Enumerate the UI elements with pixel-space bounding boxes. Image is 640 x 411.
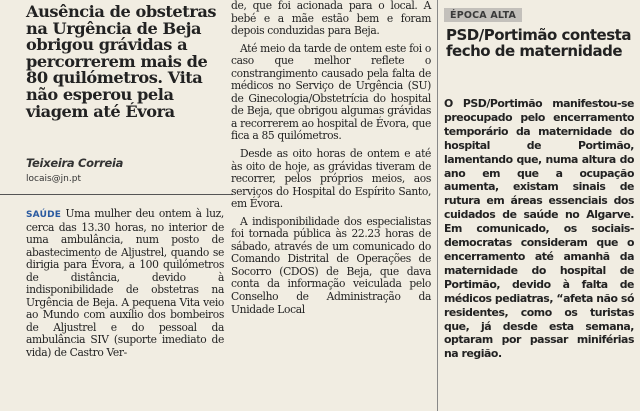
lead-paragraph-text: Uma mulher deu ontem à luz, cerca das 13.30 horas, no interior de uma ambulância, num posto de abastecimento de Aljustrel, quando se dirigia para Évora, a 100 quilómetros de distância, devido à indisponibilidade de obstetras na Urgência de Beja. A pequena Vita veio ao Mundo com auxílio dos bombeiros de Aljustrel e do pessoal da ambulância SIV (suporte imediato de vida) de Castro Ver- bbox=[26, 207, 224, 360]
author-email: locais@jn.pt bbox=[26, 174, 81, 184]
paragraph-2: Até meio da tarde de ontem este foi o caso que melhor reflete o constrangimento causado pela falta de médicos no Serviço de Urgência (SU) de Ginecologia/Obstetrícia do hospital de Beja, que obrigou algumas grávidas a recorrerem ao hospital de Évora, que fica a 85 quilómetros. bbox=[231, 41, 431, 143]
article-headline: Ausência de obstetras na Urgência de Beja obrigou grávidas a percorrerem mais de 80 quilómetros. Vita não esperou pela viagem até Évora bbox=[26, 2, 217, 121]
paragraph-3: Desde as oito horas de ontem e até às oito de hoje, as grávidas tiveram de recorrer, pelos próprios meios, aos serviços do Hospital do Espírito Santo, em Évora. bbox=[231, 147, 431, 211]
section-tag: ÉPOCA ALTA bbox=[444, 8, 522, 22]
lead-paragraph bbox=[26, 208, 224, 360]
header-divider bbox=[0, 194, 233, 195]
right-article-column bbox=[444, 0, 634, 411]
side-article-headline: PSD/Portimão contesta fecho de maternidade bbox=[446, 26, 631, 60]
author-byline: Teixeira Correia bbox=[26, 156, 124, 170]
side-article-body: O PSD/Portimão manifestou-se preocupado pelo encerramento temporário da maternidade do hospital de Portimão, lamentando que, numa altura do ano em que a ocupação aumenta, existam sinais de rutura em áreas essenciais dos cuidados de saúde no Algarve. Em comunicado, os sociais-democratas consideram que o encerramento até amanhã da maternidade do hospital de Portimão, devido à falta de médicos pediatras, “afeta não só residentes, como os turistas que, já desde esta semana, optaram por passar miniférias na região. bbox=[444, 97, 634, 361]
middle-article-column bbox=[231, 0, 431, 411]
article-body-col1 bbox=[26, 208, 224, 360]
section-kicker: SAÚDE bbox=[26, 210, 62, 220]
paragraph-continued: de, que foi acionada para o local. A bebé e a mãe estão bem e foram depois conduzidas para Beja. bbox=[231, 0, 431, 38]
left-article-column bbox=[26, 0, 224, 411]
article-body-col2 bbox=[231, 0, 431, 316]
paragraph-4: A indisponibilidade dos especialistas foi tornada pública às 22.23 horas de sábado, através de um comunicado do Comando Distrital de Operações de Socorro (CDOS) de Beja, que dava conta da informação veiculada pelo Conselho de Administração da Unidade Local bbox=[231, 214, 431, 316]
column-rule bbox=[437, 0, 438, 411]
